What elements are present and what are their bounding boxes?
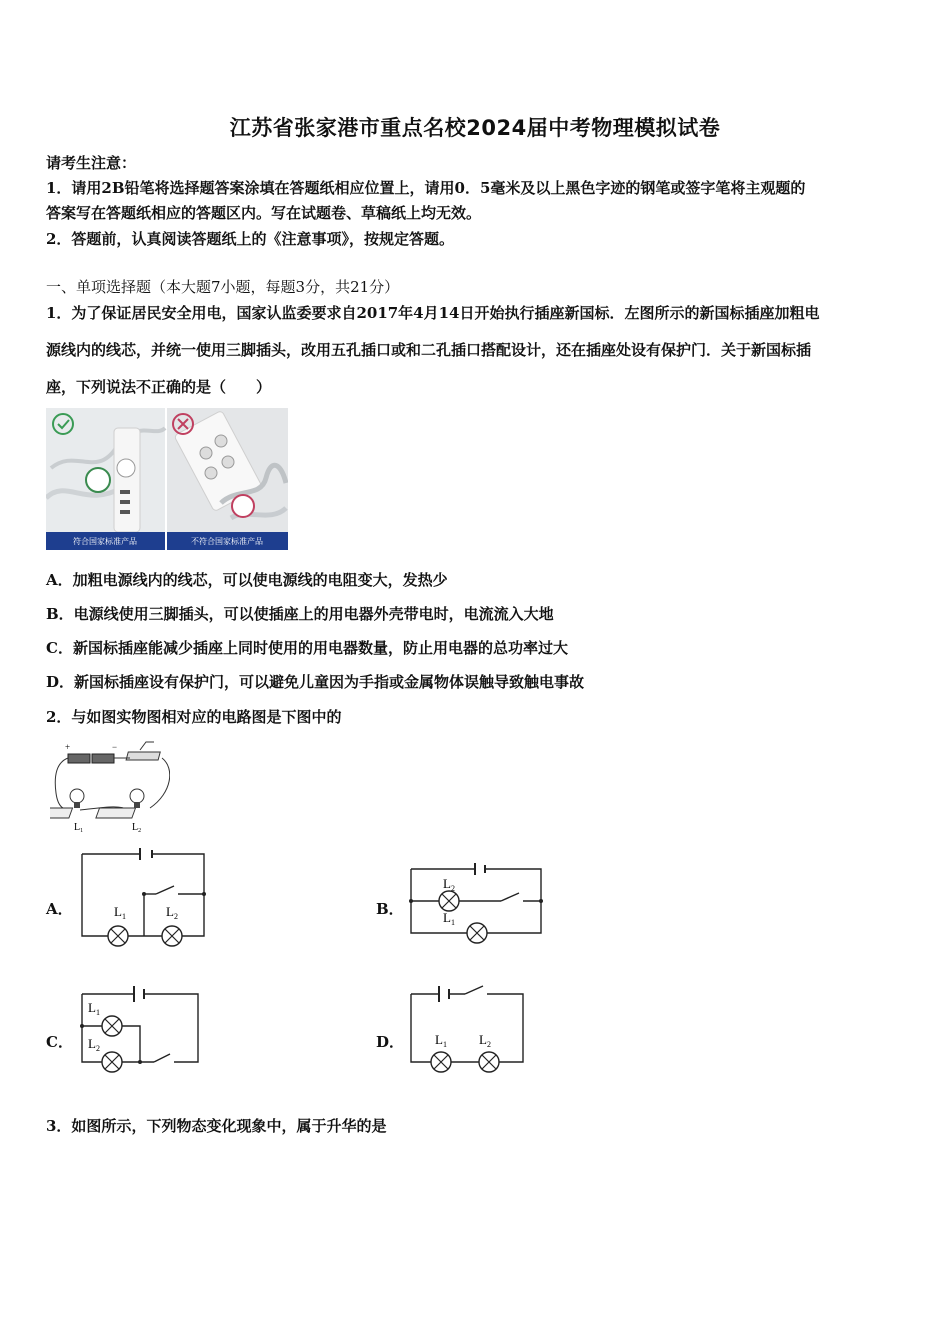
page-title: 江苏省张家港市重点名校2024届中考物理模拟试卷 [229, 116, 721, 140]
q2-option-a-circuit [78, 848, 208, 948]
q2-option-d-circuit [405, 980, 530, 1080]
svg-text:L2: $L_2$ [166, 904, 178, 921]
notice-item-1-line-1: 1．请用2B铅笔将选择题答案涂填在答题纸相应位置上，请用0．5毫米及以上黑色字迹的钢笔或签字笔将主观题的 [46, 179, 806, 197]
q2-physical-circuit [50, 738, 170, 834]
section-heading: 一、单项选择题（本大题7小题，每题3分，共21分） [46, 278, 400, 296]
q1-stem-line-3: 座，下列说法不正确的是（ ） [46, 378, 272, 396]
photo-left-caption: 符合国家标准产品 [73, 537, 137, 546]
q2-option-a-label: A． [46, 900, 73, 918]
q2-option-c-circuit [78, 980, 203, 1080]
q2-option-c-label: C． [46, 1033, 73, 1051]
q3-stem: 3．如图所示，下列物态变化现象中，属于升华的是 [46, 1117, 387, 1135]
svg-text:L1: $L_1$ [88, 1000, 100, 1017]
svg-text:L2: $L_2$ [88, 1036, 100, 1053]
svg-text:−: − [112, 742, 118, 752]
notice-heading: 请考生注意： [46, 154, 137, 172]
q1-stem-line-1: 1．为了保证居民安全用电，国家认监委要求自2017年4月14日开始执行插座新国标．左图所示的新国标插座加粗电 [46, 304, 820, 322]
q2-option-d-label: D． [376, 1033, 405, 1051]
q2-option-b-circuit [405, 855, 550, 950]
q1-option-d: D．新国标插座设有保护门，可以避免儿童因为手指或金属物体误触导致触电事故 [46, 673, 585, 691]
q1-stem-line-2: 源线内的线芯，并统一使用三脚插头，改用五孔插口或和二孔插口搭配设计，还在插座处设有保护门．关于新国标插 [46, 341, 812, 359]
notice-item-1-line-2: 答案写在答题纸相应的答题区内。写在试题卷、草稿纸上均无效。 [46, 204, 482, 222]
q2-stem: 2．与如图实物图相对应的电路图是下图中的 [46, 708, 342, 726]
svg-text:L2: $L_2$ [443, 876, 455, 893]
photo-right-caption: 不符合国家标准产品 [191, 537, 263, 546]
socket-comparison-photo [46, 408, 288, 550]
notice-item-2: 2．答题前，认真阅读答题纸上的《注意事项》，按规定答题。 [46, 230, 454, 248]
svg-text:L1: $L_1$ [114, 904, 126, 921]
svg-text:L1: $L_1$ [435, 1032, 447, 1049]
svg-text:L2: $L_2$ [132, 822, 142, 834]
svg-text:L1: $L_1$ [443, 910, 455, 927]
q2-option-b-label: B． [376, 900, 404, 918]
q1-option-a: A．加粗电源线内的线芯，可以使电源线的电阻变大，发热少 [46, 571, 448, 589]
svg-text:L1: $L_1$ [74, 822, 84, 834]
svg-text:L2: $L_2$ [479, 1032, 491, 1049]
q1-option-b: B．电源线使用三脚插头，可以使插座上的用电器外壳带电时，电流流入大地 [46, 605, 554, 623]
q1-option-c: C．新国标插座能减少插座上同时使用的用电器数量，防止用电器的总功率过大 [46, 639, 568, 657]
svg-text:+: + [65, 742, 71, 752]
